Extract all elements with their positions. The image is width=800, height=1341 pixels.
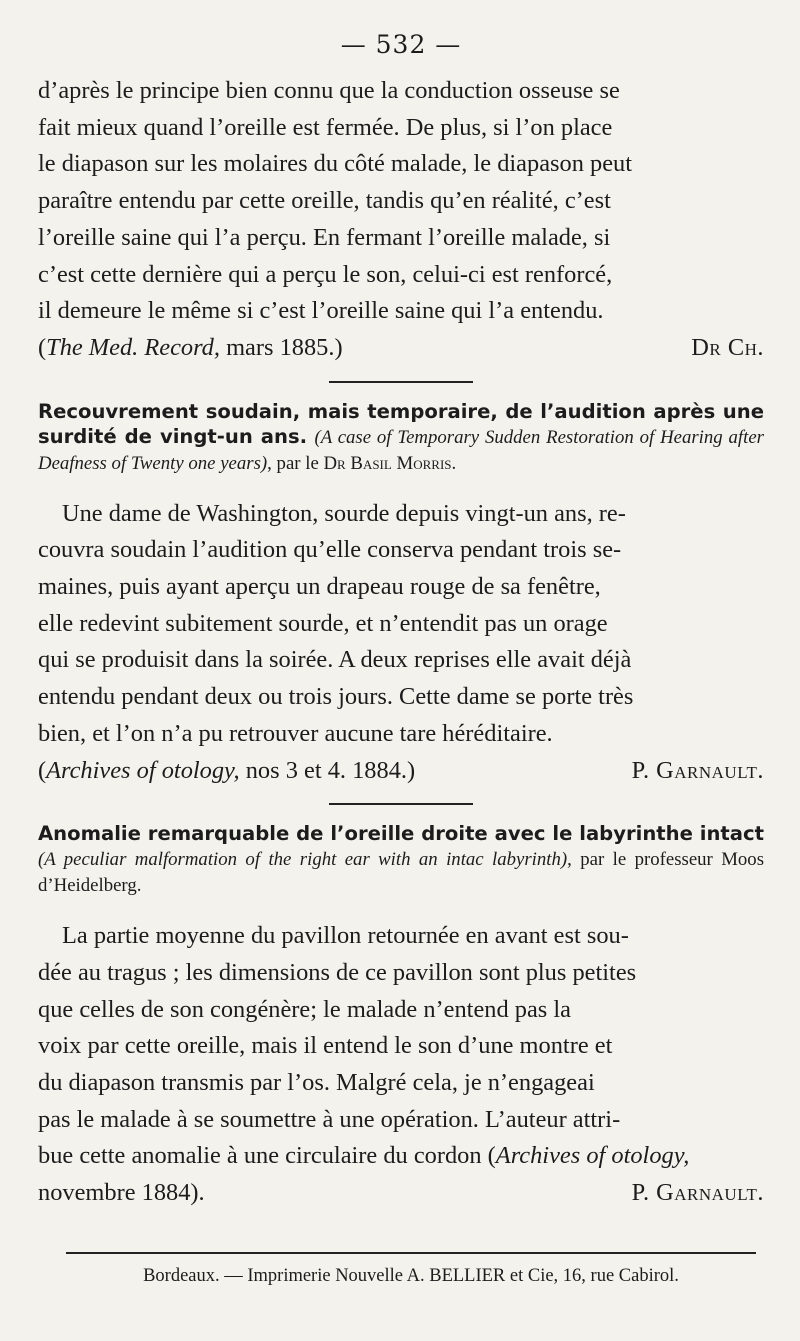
text-line: elle redevint subitement sourde, et n’entendit pas un orage xyxy=(38,609,608,637)
page-number: — 532 — xyxy=(340,30,462,59)
text-line: qui se produisit dans la soirée. A deux reprises elle avait déjà xyxy=(38,646,632,674)
text-line: fait mieux quand l’oreille est fermée. De plus, si l’on place xyxy=(38,113,613,141)
article-title: Anomalie remarquable de l’oreille droite avec le labyrinthe intact xyxy=(38,822,764,846)
text-line: que celles de son congénère; le malade n’entend pas la xyxy=(38,995,571,1023)
article-continuation xyxy=(38,73,764,367)
citation-line xyxy=(38,1175,764,1212)
footer-divider xyxy=(66,1252,756,1254)
author: Dr Basil Morris. xyxy=(323,452,457,474)
printer-imprint: Bordeaux. — Imprimerie Nouvelle A. BELLIER et Cie, 16, rue Cabirol. xyxy=(143,1266,679,1286)
citation-rest: novembre 1884). xyxy=(38,1179,205,1207)
citation-source: The Med. Record, xyxy=(46,333,220,361)
article-title: Recouvrement soudain, mais temporaire, de l’audition après une surdité de vingt-un ans. xyxy=(38,399,764,448)
byline: , par le professeur Moos d’Heidelberg. xyxy=(38,849,764,897)
citation-line xyxy=(38,330,764,367)
article-body xyxy=(38,496,764,790)
article-body xyxy=(38,918,764,1212)
text-line: c’est cette dernière qui a perçu le son, celui-ci est renforcé, xyxy=(38,260,613,288)
signature: P. Garnault. xyxy=(631,756,764,784)
citation: (The Med. Record, mars 1885.) xyxy=(38,333,343,361)
english-title: (A case of Temporary Sudden Restoration of Hearing after Deafness of Twenty one years) xyxy=(38,426,764,474)
text-line: voix par cette oreille, mais il entend le son d’une montre et xyxy=(38,1032,613,1060)
text-line: du diapason transmis par l’os. Malgré cela, je n’engageai xyxy=(38,1069,595,1097)
text-line: entendu pendant deux ou trois jours. Cette dame se porte très xyxy=(38,683,634,711)
page xyxy=(38,30,764,1212)
text-line: il demeure le même si c’est l’oreille saine qui l’a entendu. xyxy=(38,297,604,325)
text-line: bue cette anomalie à une circulaire du cordon (Archives of otology, xyxy=(38,1142,690,1170)
text-line: pas le malade à se soumettre à une opération. L’auteur attri- xyxy=(38,1105,621,1133)
text-line: La partie moyenne du pavillon retournée en avant est sou- xyxy=(62,922,629,950)
signature: Dr Ch. xyxy=(691,333,764,361)
citation-source: Archives of otology, xyxy=(46,756,240,784)
byline: , par le xyxy=(267,452,324,474)
article-heading xyxy=(38,399,764,476)
article-heading xyxy=(38,821,764,898)
english-title: (A peculiar malformation of the right ear with an intac labyrinth) xyxy=(38,849,568,871)
signature: P. Garnault. xyxy=(631,1179,764,1207)
citation: (Archives of otology, nos 3 et 4. 1884.) xyxy=(38,756,416,784)
text-line: d’après le principe bien connu que la conduction osseuse se xyxy=(38,77,620,104)
citation-source: Archives of otology, xyxy=(495,1142,690,1170)
text-line: Une dame de Washington, sourde depuis vingt-un ans, re- xyxy=(62,499,626,527)
text-line: dée au tragus ; les dimensions de ce pavillon sont plus petites xyxy=(38,958,637,986)
divider xyxy=(329,381,473,383)
text-line: paraître entendu par cette oreille, tandis qu’en réalité, c’est xyxy=(38,187,611,215)
text-line: couvra soudain l’audition qu’elle conserva pendant trois se- xyxy=(38,536,622,564)
divider xyxy=(329,803,473,805)
text-line: l’oreille saine qui l’a perçu. En fermant l’oreille malade, si xyxy=(38,223,611,251)
text-line: le diapason sur les molaires du côté malade, le diapason peut xyxy=(38,150,632,178)
text-line: bien, et l’on n’a pu retrouver aucune tare héréditaire. xyxy=(38,719,553,747)
citation-line xyxy=(38,753,764,790)
text-line: maines, puis ayant aperçu un drapeau rouge de sa fenêtre, xyxy=(38,573,601,601)
